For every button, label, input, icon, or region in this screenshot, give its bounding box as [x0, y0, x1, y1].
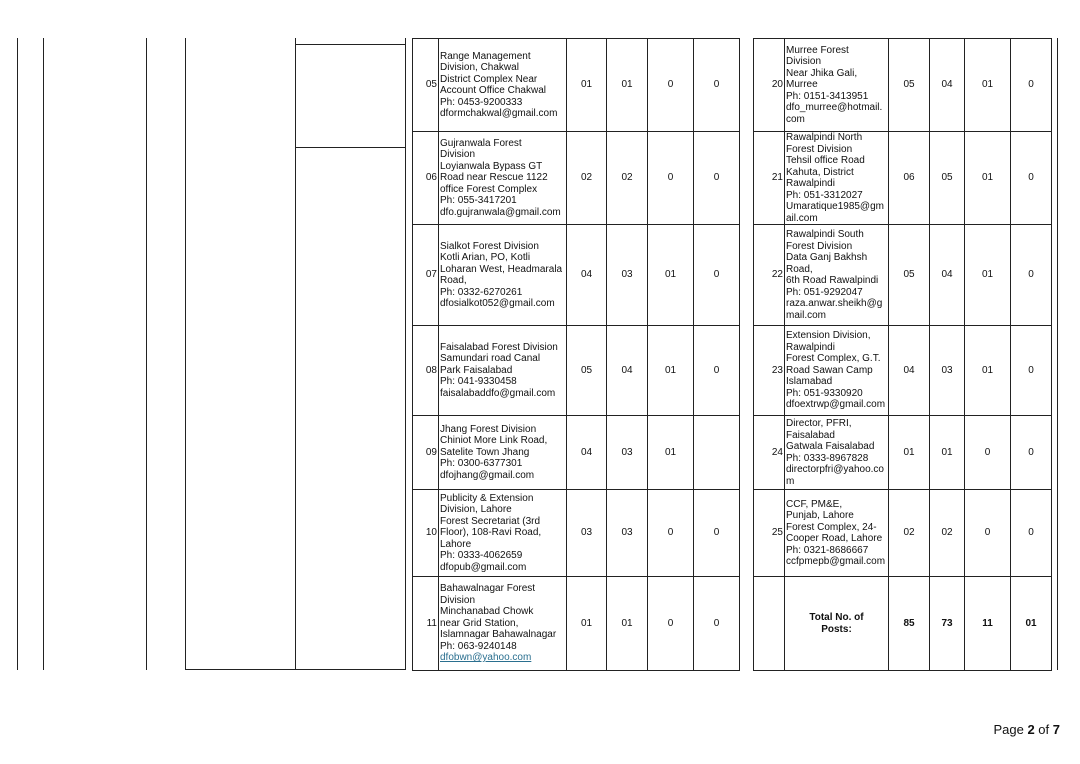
office-details: [439, 39, 567, 132]
office-detail-line: Ph: 051-9330920: [786, 387, 863, 399]
office-detail-line: dfopub@gmail.com: [440, 561, 527, 573]
table-row: [413, 416, 740, 490]
office-detail-line: Murree: [786, 79, 818, 91]
post-count-c2: 04: [930, 225, 965, 326]
post-count-c4: 0: [694, 39, 740, 132]
office-detail-line: Tehsil office Road: [786, 155, 865, 166]
table-row: [754, 326, 1052, 416]
post-count-c2: 04: [607, 326, 648, 416]
total-label-line: Posts:: [821, 623, 852, 635]
post-count-c3: 01: [648, 416, 694, 490]
office-detail-line: Ph: 063-9240148: [440, 640, 517, 652]
post-count-c4: [694, 416, 740, 490]
office-detail-line: Chiniot More Link Road,: [440, 435, 548, 447]
page-current: 2: [1027, 722, 1035, 737]
office-detail-line: Samundari road Canal: [440, 353, 541, 365]
post-count-c4: 0: [1011, 225, 1052, 326]
office-detail-line: Publicity & Extension: [440, 492, 534, 504]
page-total: 7: [1052, 722, 1060, 737]
post-count-c4: 0: [1011, 132, 1052, 225]
office-detail-line: Division: [440, 149, 476, 161]
post-count-c1: 05: [889, 39, 930, 132]
post-count-c2: 03: [607, 490, 648, 577]
serial-number: 11: [413, 577, 439, 671]
post-count-c1: 02: [889, 490, 930, 577]
office-detail-line: Islamnagar Bahawalnagar: [440, 629, 557, 641]
post-count-c4: 0: [1011, 326, 1052, 416]
office-detail-line: Rawalpindi South: [786, 229, 864, 240]
post-count-c2: 04: [930, 39, 965, 132]
table-row: [413, 326, 740, 416]
office-detail-line: Ph: 0333-8967828: [786, 452, 869, 464]
office-detail-line: Data Ganj Bakhsh: [786, 252, 868, 263]
post-count-c3: 01: [965, 39, 1011, 132]
office-detail-line: Kotli Arian, PO, Kotli: [440, 252, 531, 263]
table-row: [413, 490, 740, 577]
post-count-c2: 01: [930, 416, 965, 490]
office-detail-line: Road Sawan Camp: [786, 364, 873, 376]
post-count-c1: 02: [567, 132, 607, 225]
page-sep: of: [1034, 722, 1053, 737]
office-detail-line: Forest Secretariat (3rd: [440, 515, 541, 527]
total-count-c3: 11: [965, 577, 1011, 671]
office-details: [785, 225, 889, 326]
office-detail-line: dformchakwal@gmail.com: [440, 108, 558, 119]
table-row: [754, 416, 1052, 490]
office-detail-line: ccfpmepb@gmail.com: [786, 556, 886, 567]
post-count-c2: 02: [930, 490, 965, 577]
office-detail-line: Ph: 0300-6377301: [440, 458, 523, 470]
serial-number: 21: [754, 132, 785, 225]
office-details: [785, 490, 889, 577]
office-details: [785, 39, 889, 132]
post-count-c3: 01: [648, 326, 694, 416]
email-link[interactable]: dfobwn@yahoo.com: [440, 652, 532, 664]
office-detail-line: Ph: 0151-3413951: [786, 90, 869, 102]
post-count-c4: 0: [1011, 39, 1052, 132]
posts-table-right: [753, 38, 1052, 671]
page-footer: [993, 722, 1060, 737]
office-detail-line: Satelite Town Jhang: [440, 446, 530, 458]
office-detail-line: Account Office Chakwal: [440, 85, 546, 96]
table-row: [413, 225, 740, 326]
post-count-c3: 0: [965, 416, 1011, 490]
serial-number: 10: [413, 490, 439, 577]
post-count-c3: 0: [648, 39, 694, 132]
serial-number: 24: [754, 416, 785, 490]
post-count-c4: 0: [1011, 416, 1052, 490]
office-details: [439, 132, 567, 225]
post-count-c3: 0: [648, 577, 694, 671]
office-detail-line: Road,: [440, 275, 467, 286]
office-detail-line: Loyianwala Bypass GT: [440, 160, 543, 172]
post-count-c1: 04: [567, 416, 607, 490]
post-count-c3: 01: [965, 326, 1011, 416]
office-detail-line: Gujranwala Forest: [440, 137, 522, 149]
serial-number: 20: [754, 39, 785, 132]
left-table-border: [295, 44, 405, 45]
post-count-c3: 0: [965, 490, 1011, 577]
office-detail-line: Extension Division,: [786, 330, 871, 342]
office-detail-line: Division, Chakwal: [440, 62, 519, 73]
office-detail-line: Rawalpindi North: [786, 132, 863, 143]
office-detail-line: Ph: 0332-6270261: [440, 286, 523, 298]
office-detail-line: 6th Road Rawalpindi: [786, 275, 879, 286]
office-detail-line: Rawalpindi: [786, 178, 835, 189]
total-blank-cell: [754, 577, 785, 671]
post-count-c1: 04: [567, 225, 607, 326]
office-detail-line: mail.com: [786, 309, 827, 321]
total-count-c2: 73: [930, 577, 965, 671]
office-detail-line: ail.com: [786, 212, 818, 224]
office-detail-line: Ph: 0453-9200333: [440, 96, 523, 108]
table-row: [413, 577, 740, 671]
post-count-c1: 01: [567, 39, 607, 132]
office-detail-line: Cooper Road, Lahore: [786, 533, 883, 544]
office-detail-line: Division: [786, 56, 822, 68]
post-count-c3: 0: [648, 132, 694, 225]
right-edge-border: [1057, 38, 1058, 670]
table-row: [754, 39, 1052, 132]
post-count-c3: 01: [648, 225, 694, 326]
office-detail-line: directorpfri@yahoo.co: [786, 464, 884, 475]
office-detail-line: Sialkot Forest Division: [440, 240, 539, 252]
left-table-border: [43, 38, 44, 670]
table-row: [754, 132, 1052, 225]
total-count-c1: 85: [889, 577, 930, 671]
serial-number: 09: [413, 416, 439, 490]
post-count-c2: 02: [607, 132, 648, 225]
office-detail-line: Near Jhika Gali,: [786, 67, 858, 79]
office-detail-line: Division: [440, 594, 476, 606]
post-count-c1: 05: [567, 326, 607, 416]
office-detail-line: office Forest Complex: [440, 183, 538, 195]
serial-number: 08: [413, 326, 439, 416]
post-count-c1: 03: [567, 490, 607, 577]
office-detail-line: faisalabaddfo@gmail.com: [440, 387, 556, 399]
post-count-c1: 05: [889, 225, 930, 326]
office-detail-line: dfosialkot052@gmail.com: [440, 298, 555, 309]
office-detail-line: Jhang Forest Division: [440, 423, 537, 435]
office-detail-line: Forest Division: [786, 240, 853, 252]
post-count-c4: 0: [694, 577, 740, 671]
post-count-c2: 03: [930, 326, 965, 416]
post-count-c3: 0: [648, 490, 694, 577]
office-detail-line: Faisalabad Forest Division: [440, 341, 558, 353]
post-count-c4: 0: [694, 225, 740, 326]
post-count-c1: 06: [889, 132, 930, 225]
office-detail-line: Umaratique1985@gm: [786, 201, 884, 212]
office-detail-line: Rawalpindi: [786, 341, 835, 353]
office-detail-line: Lahore: [440, 538, 472, 550]
office-detail-line: Ph: 055-3417201: [440, 195, 517, 207]
office-detail-line: dfo.gujranwala@gmail.com: [440, 206, 561, 218]
post-count-c2: 05: [930, 132, 965, 225]
table-row: [413, 39, 740, 132]
serial-number: 25: [754, 490, 785, 577]
office-detail-line: Islamabad: [786, 376, 833, 388]
office-detail-line: dfojhang@gmail.com: [440, 469, 535, 481]
post-count-c3: 01: [965, 132, 1011, 225]
office-detail-line: Faisalabad: [786, 429, 835, 441]
post-count-c1: 04: [889, 326, 930, 416]
post-count-c4: 0: [694, 132, 740, 225]
office-detail-line: CCF, PM&E,: [786, 498, 843, 510]
office-detail-line: raza.anwar.sheikh@g: [786, 298, 883, 309]
post-count-c3: 01: [965, 225, 1011, 326]
office-detail-line: Ph: 0321-8686667: [786, 544, 869, 556]
office-detail-line: Forest Complex, 24-: [786, 521, 877, 533]
post-count-c4: 0: [694, 490, 740, 577]
office-detail-line: Range Management: [440, 50, 531, 62]
total-label-line: Total No. of: [809, 612, 864, 623]
office-detail-line: Road near Rescue 1122: [440, 172, 548, 184]
office-detail-line: Ph: 0333-4062659: [440, 550, 523, 562]
office-detail-line: Murree Forest: [786, 44, 849, 56]
posts-table-left: [412, 38, 740, 671]
office-detail-line: District Complex Near: [440, 73, 538, 85]
post-count-c1: 01: [889, 416, 930, 490]
office-detail-line: Kahuta, District: [786, 166, 854, 178]
office-detail-line: Park Faisalabad: [440, 364, 513, 376]
office-details: [785, 326, 889, 416]
post-count-c4: 0: [694, 326, 740, 416]
post-count-c2: 03: [607, 416, 648, 490]
office-detail-line: Road,: [786, 263, 813, 275]
table-row: [413, 132, 740, 225]
office-detail-line: Bahawalnagar Forest: [440, 583, 536, 595]
post-count-c2: 01: [607, 39, 648, 132]
office-details: [439, 225, 567, 326]
office-details: [439, 490, 567, 577]
table-row: [754, 490, 1052, 577]
office-detail-line: com: [786, 113, 805, 125]
left-table-border: [295, 147, 405, 148]
left-table-border: [295, 38, 296, 670]
serial-number: 06: [413, 132, 439, 225]
email-line: [440, 652, 565, 664]
post-count-c2: 03: [607, 225, 648, 326]
office-detail-line: near Grid Station,: [440, 617, 519, 629]
office-detail-line: Forest Complex, G.T.: [786, 353, 881, 365]
post-count-c4: 0: [1011, 490, 1052, 577]
office-detail-line: Ph: 041-9330458: [440, 376, 517, 388]
office-detail-line: Loharan West, Headmarala: [440, 263, 563, 275]
page-prefix: Page: [993, 722, 1028, 737]
serial-number: 05: [413, 39, 439, 132]
left-table-border: [17, 38, 18, 670]
total-count-c4: 01: [1011, 577, 1052, 671]
serial-number: 07: [413, 225, 439, 326]
total-row: [754, 577, 1052, 671]
office-detail-line: Division, Lahore: [440, 504, 512, 516]
office-detail-line: Ph: 051-9292047: [786, 286, 863, 298]
office-detail-line: dfo_murree@hotmail.: [786, 102, 883, 114]
serial-number: 23: [754, 326, 785, 416]
office-detail-line: Forest Division: [786, 143, 853, 155]
office-detail-line: Punjab, Lahore: [786, 510, 854, 521]
office-detail-line: Minchanabad Chowk: [440, 606, 534, 618]
office-details: [439, 326, 567, 416]
office-detail-line: Ph: 051-3312027: [786, 189, 863, 201]
office-detail-line: Floor), 108-Ravi Road,: [440, 527, 542, 539]
office-details: [785, 416, 889, 490]
total-label: [785, 577, 889, 671]
office-details: [439, 416, 567, 490]
post-count-c2: 01: [607, 577, 648, 671]
serial-number: 22: [754, 225, 785, 326]
office-detail-line: Director, PFRI,: [786, 418, 852, 429]
table-row: [754, 225, 1052, 326]
office-details: [439, 577, 567, 671]
office-details: [785, 132, 889, 225]
post-count-c1: 01: [567, 577, 607, 671]
office-detail-line: m: [786, 475, 795, 487]
left-table-border: [146, 38, 147, 670]
office-detail-line: Gatwala Faisalabad: [786, 441, 875, 452]
office-detail-line: dfoextrwp@gmail.com: [786, 399, 886, 411]
